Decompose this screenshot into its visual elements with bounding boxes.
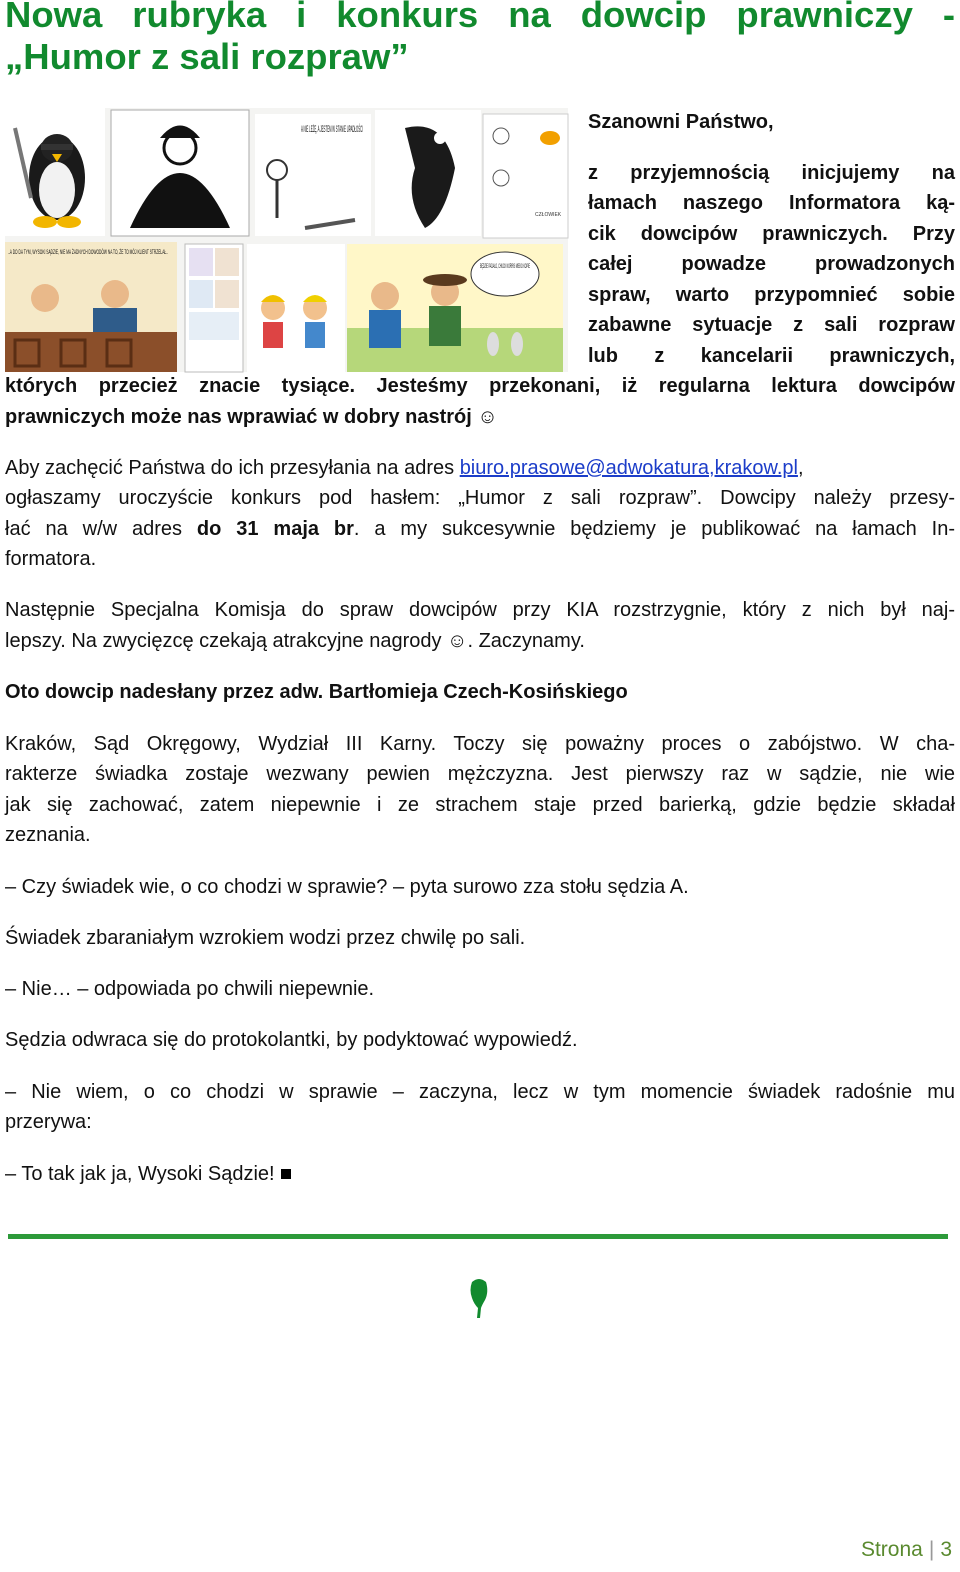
comic-strip-caption: CZŁOWIEK <box>535 212 562 218</box>
page-number-footer <box>861 1538 952 1562</box>
contest-email-link[interactable]: biuro.prasowe@adwokatura,krakow.pl <box>459 457 798 479</box>
joke-dictation-line-2: przerywa: <box>5 1111 92 1133</box>
green-divider-rule <box>8 1234 948 1239</box>
joke-witness-look: Świadek zbaraniałym wzrokiem wodzi przez chwilę po sali. <box>5 927 526 949</box>
greeting: Szanowni Państwo, <box>588 111 774 133</box>
joke-judge-question: – Czy świadek wie, o co chodzi w sprawie? – pyta surowo zza stołu sędzia A. <box>5 876 689 898</box>
intro-side-line-3: cik dowcipów prawniczych. Przy <box>588 223 955 245</box>
contest-comma: , <box>797 457 804 479</box>
commission-paragraph-line-2: lepszy. Na zwycięzcę czekają atrakcyjne nagrody ☺. Zaczynamy. <box>5 630 585 652</box>
intro-side-line-2: łamach naszego Informatora ką- <box>588 192 955 214</box>
article-title-line1: Nowa rubryka i konkurs na dowcip prawniczy - <box>5 0 955 35</box>
contest-paragraph-line-1 <box>5 453 955 484</box>
parrot-cartoon <box>375 110 481 236</box>
joke-paragraph-line-3: jak się zachować, zatem niepewnie i ze strachem staje przed barierką, gdzie będzie składał <box>5 794 955 816</box>
courtroom-cartoon <box>5 242 328 372</box>
joke-heading: Oto dowcip nadesłany przez adw. Bartłomieja Czech-Kosińskiego <box>5 681 628 703</box>
page-separator: | <box>928 1538 935 1561</box>
page-number: 3 <box>940 1538 952 1561</box>
contest-paragraph-line-3 <box>5 514 955 545</box>
penguin-cartoon <box>5 108 105 236</box>
intro-side-line-5: spraw, warto przypomnieć sobie <box>588 284 955 306</box>
intro-side-line-4: całej powadze prowadzonych <box>588 253 955 275</box>
intro-full-line-2: prawniczych może nas wprawiać w dobry nastrój ☺ <box>5 406 498 428</box>
joke-dictation-line-1: – Nie wiem, o co chodzi w sprawie – zaczyna, lecz w tym momencie świadek radośnie mu <box>5 1081 955 1103</box>
insolvency-cartoon <box>255 114 371 236</box>
chuck-norris-cartoon <box>347 244 563 372</box>
joke-punchline-text: – To tak jak ja, Wysoki Sądzie! <box>5 1163 275 1185</box>
end-square-icon <box>281 1169 291 1179</box>
intro-side-line-6: zabawne sytuacje z sali rozpraw <box>588 314 955 336</box>
joke-paragraph-line-2: rakterze świadka zostaje wezwany pewien mężczyzna. Jest pierwszy raz w sądzie, nie wie <box>5 763 955 785</box>
joke-witness-answer: – Nie… – odpowiada po chwili niepewnie. <box>5 978 375 1000</box>
contest-deadline: do 31 maja br <box>196 518 354 540</box>
page-label: Strona <box>860 1538 923 1561</box>
joke-judge-turns: Sędzia odwraca się do protokolantki, by podyktować wypowiedź. <box>5 1029 578 1051</box>
commission-paragraph-line-1: Następnie Specjalna Komisja do spraw dowcipów przy KIA rozstrzygnie, który z nich był naj- <box>5 599 955 621</box>
grid-comic-cartoon <box>185 244 243 372</box>
intro-side-line-1: z przyjemnością inicjujemy na <box>588 162 955 184</box>
article-title-line2: „Humor z sali rozpraw” <box>5 36 409 77</box>
joke-paragraph-line-1: Kraków, Sąd Okręgowy, Wydział III Karny. Toczy się poważny proces o zabójstwo. W cha- <box>5 733 955 755</box>
contest-text-before-deadline: łać na w/w adres <box>5 518 197 540</box>
children-cartoon <box>247 244 345 372</box>
contest-paragraph-line-2: ogłaszamy uroczyście konkurs pod hasłem: „Humor z sali rozpraw”. Dowcipy należy przesy- <box>5 487 955 509</box>
chuck-norris-caption: BĘDZIE PADAŁO, CHUCK NORRIS MIEKO KOPIE <box>480 264 530 270</box>
comic-strip-cartoon <box>483 114 568 238</box>
joke-paragraph-line-4: zeznania. <box>5 824 91 846</box>
contest-text-after-deadline: . a my sukcesywnie będziemy je publikować na łamach In- <box>353 518 955 540</box>
contest-text-before-email: Aby zachęcić Państwa do ich przesyłania na adres <box>5 457 460 479</box>
cartoon-collage-image <box>5 108 568 372</box>
intro-side-line-7: lub z kancelarii prawniczych, <box>588 345 955 367</box>
judge-robe-cartoon <box>111 110 249 236</box>
courtroom-caption: ..A DO DA TYM, WYSOKI SĄDZIE, NIE MA ŻADNYCH DOWODÓW NA TO, ŻE TO MÓJ KLIENT STRZELAŁ.. <box>8 249 328 256</box>
joke-punchline <box>5 1159 955 1190</box>
green-leaf-icon <box>468 1278 490 1320</box>
intro-full-line-1: których przecież znacie tysiące. Jesteśmy przekonani, iż regularna lektura dowcipów <box>5 375 955 397</box>
insolvency-caption <box>301 123 363 134</box>
contest-paragraph-line-4: formatora. <box>5 548 97 570</box>
